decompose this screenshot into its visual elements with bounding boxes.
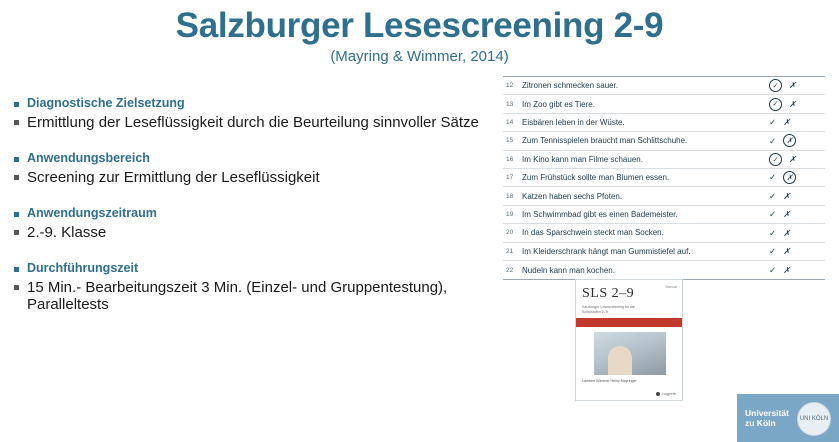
item-number: 13 [506,100,514,108]
cross-icon[interactable]: ✗ [783,171,796,184]
item-number: 16 [506,155,514,163]
bullet-square-icon [14,157,19,162]
item-marks [769,266,825,275]
university-logo [737,394,839,442]
table-row [503,151,825,169]
item-sentence: Zitronen schmecken sauer. [522,81,619,91]
item-number: 18 [506,192,514,200]
university-line2: zu Köln [745,418,776,428]
page-subtitle: (Mayring & Wimmer, 2014) [330,48,509,65]
item-sentence: In das Sparschwein steckt man Socken. [522,228,664,238]
table-row [503,132,825,150]
section-heading [14,151,494,166]
publisher-dot-icon [656,392,660,396]
item-marks [769,192,825,201]
book-title: SLS 2–9 [582,286,635,301]
item-sentence: Zum Frühstück sollte man Blumen essen. [522,173,670,183]
cross-icon[interactable]: ✗ [783,227,791,238]
check-icon[interactable]: ✓ [769,245,777,256]
item-number: 19 [506,210,514,218]
book-subtitle: Salzburger Lesescreening für die Schulstufen 2–9 [582,305,635,314]
item-marks [769,210,825,219]
book-cover-image [575,279,683,401]
check-icon[interactable]: ✓ [769,172,777,183]
item-sentence: Im Kino kann man Filme schauen. [522,154,643,164]
table-row [503,224,825,242]
book-color-bar [576,318,683,327]
check-icon[interactable]: ✓ [769,190,777,201]
item-number: 14 [506,118,514,126]
table-row [503,77,825,95]
publisher-name: hogrefe [662,391,676,396]
item-marks [769,171,825,184]
item-number: 20 [506,229,514,237]
check-icon[interactable]: ✓ [769,227,777,238]
bullet-list [14,96,494,333]
bullet-square-icon [14,267,19,272]
item-sentence: Eisbären leben in der Wüste. [522,117,625,127]
bullet-square-icon [14,120,19,125]
cross-icon[interactable]: ✗ [783,134,796,147]
check-icon[interactable]: ✓ [769,79,782,92]
section-body [14,169,494,186]
section-body [14,279,494,313]
table-row [503,187,825,205]
cross-icon[interactable]: ✗ [789,154,797,164]
university-name [745,408,789,428]
section-heading-label: Anwendungszeitraum [27,206,157,220]
section-body-label: Ermittlung der Leseflüssigkeit durch die Beurteilung sinnvoller Sätze [27,114,479,131]
item-number: 17 [506,174,514,182]
bullet-square-icon [14,175,19,180]
item-marks [769,134,825,147]
item-number: 12 [506,82,514,90]
section-heading [14,206,494,221]
book-corner-tag: Manual [665,285,677,289]
item-marks [769,98,825,111]
item-sentence: Zum Tennisspielen braucht man Schlittschuhe. [522,136,688,146]
section-body-label: Screening zur Ermittlung der Leseflüssigkeit [27,169,320,186]
table-row [503,206,825,224]
item-number: 21 [506,247,514,255]
bullet-square-icon [14,102,19,107]
table-row [503,95,825,113]
cross-icon[interactable]: ✗ [789,98,797,109]
item-marks [769,229,825,238]
section-heading-label: Durchführungszeit [27,261,139,275]
cross-icon[interactable]: ✗ [783,209,791,220]
check-icon[interactable]: ✓ [769,98,782,111]
item-sentence: Im Schwimmbad gibt es einen Bademeister. [522,209,678,219]
cross-icon[interactable]: ✗ [783,117,791,128]
section-body [14,224,494,241]
item-marks [769,79,825,92]
check-icon[interactable]: ✓ [769,264,777,275]
page-title: Salzburger Lesescreening 2-9 [175,6,664,45]
bullet-square-icon [14,212,19,217]
table-row [503,114,825,132]
check-icon[interactable]: ✓ [769,153,782,166]
check-icon[interactable]: ✓ [769,117,777,128]
item-marks [769,118,825,127]
check-icon[interactable]: ✓ [769,135,777,146]
section-heading [14,96,494,111]
check-icon[interactable]: ✓ [769,209,777,220]
section-heading [14,261,494,276]
section-body-label: 15 Min.- Bearbeitungszeit 3 Min. (Einzel- und Gruppentestung), Paralleltests [27,279,448,313]
table-row [503,261,825,279]
item-marks [769,153,825,166]
section-body [14,114,494,131]
item-marks [769,247,825,256]
university-seal-icon: UNI KÖLN [797,402,831,436]
bullet-square-icon [14,230,19,235]
item-sentence: Im Zoo gibt es Tiere. [522,99,595,109]
item-sentence: Im Kleiderschrank hängt man Gummistiefel auf. [522,246,691,256]
item-sentence: Nudeln kann man kochen. [522,265,615,275]
section-heading-label: Diagnostische Zielsetzung [27,96,185,110]
university-line1: Universität [745,408,789,418]
bullet-square-icon [14,285,19,290]
item-sentence: Katzen haben sechs Pfoten. [522,191,623,201]
table-row [503,169,825,187]
cross-icon[interactable]: ✗ [783,264,791,275]
book-authors: Lambert Wimmer Heinz Mayringer [582,379,637,383]
publisher-logo [656,391,676,396]
book-photo [594,332,666,375]
cross-icon[interactable]: ✗ [789,80,797,91]
section-body-label: 2.-9. Klasse [27,224,107,241]
item-number: 15 [506,137,514,145]
table-row [503,243,825,261]
section-heading-label: Anwendungsbereich [27,151,150,165]
item-number: 22 [506,266,514,274]
cross-icon[interactable]: ✗ [783,245,791,256]
cross-icon[interactable]: ✗ [783,190,791,201]
test-items-table [503,76,825,280]
